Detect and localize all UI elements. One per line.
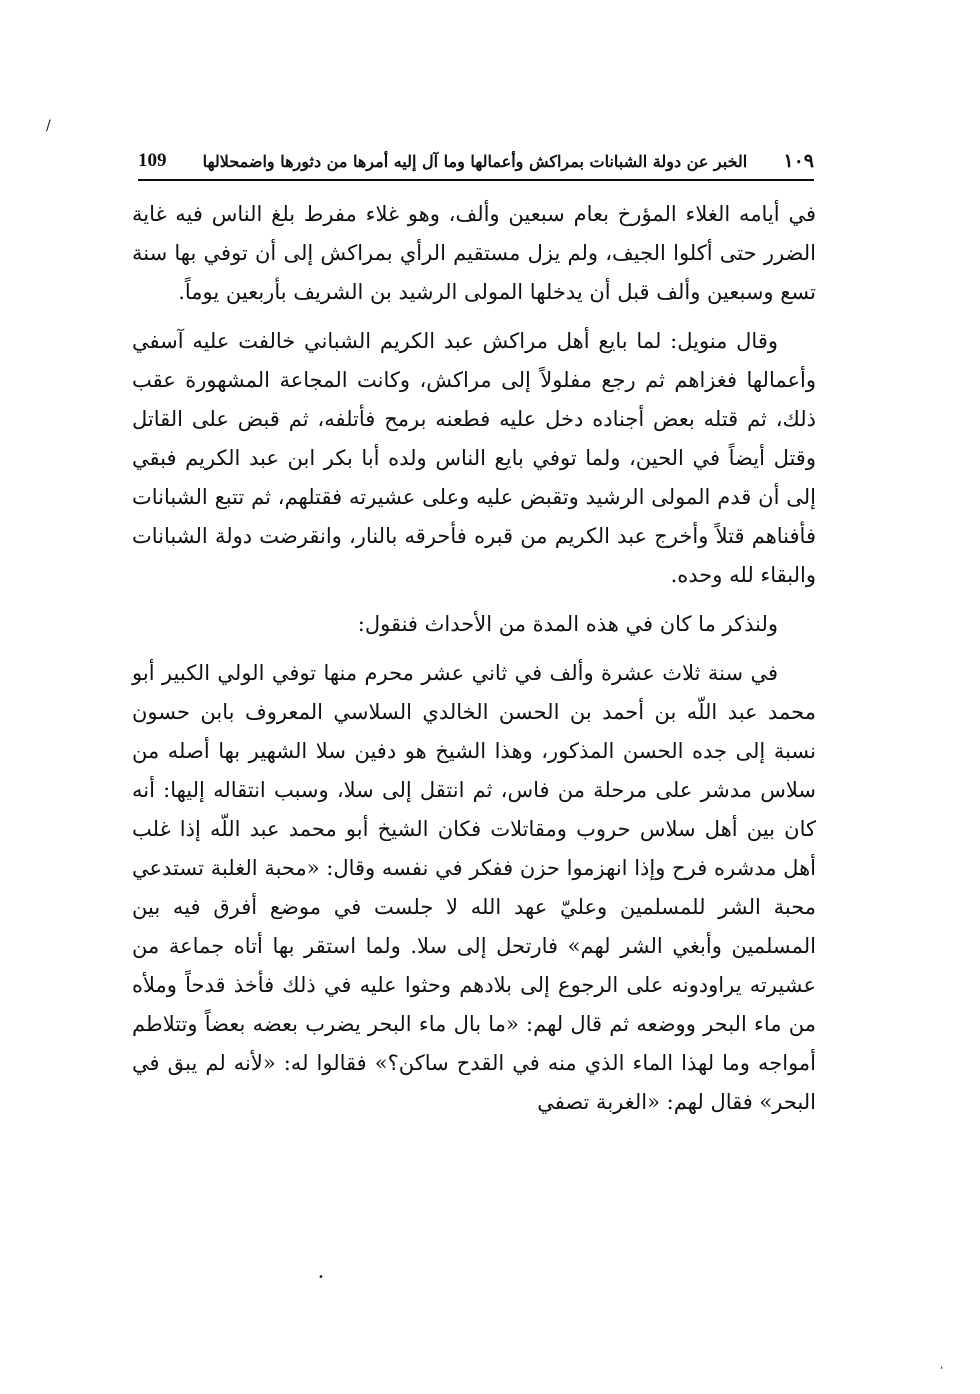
- running-title: الخبر عن دولة الشبانات بمراكش وأعمالها وما آل إليه أمرها من دثورها واضمحلالها: [202, 151, 748, 171]
- running-header: [138, 144, 814, 178]
- paragraph-1: في أيامه الغلاء المؤرخ بعام سبعين وألف، وهو غلاء مفرط بلغ الناس فيه غاية الضرر حتى أكلوا الجيف، ولم يزل مستقيم الرأي بمراكش إلى أن توفي بها سنة تسع وسبعين وألف قبل أن يدخلها المولى الرشيد بن الشريف بأربعين يوماً.: [132, 202, 816, 304]
- header-rule: [138, 179, 814, 181]
- main-text: [132, 195, 816, 1122]
- paragraph-3: ولنذكر ما كان في هذه المدة من الأحداث فنقول:: [357, 612, 778, 636]
- paragraph-2: وقال منويل: لما بايع أهل مراكش عبد الكريم الشباني خالفت عليه آسفي وأعمالها فغزاهم ثم رجع مفلولاً إلى مراكش، وكانت المجاعة المشهورة عقب ذلك، ثم قتله بعض أجناده دخل عليه فطعنه برمح فأتلفه، ثم قبض على القاتل وقتل أيضاً في الحين، ولما توفي بايع الناس ولده أبا بكر ابن عبد الكريم فبقي إلى أن قدم المولى الرشيد وتقبض عليه وعلى عشيرته فقتلهم، ثم تتبع الشبانات فأفناهم قتلاً وأخرج عبد الكريم من قبره فأحرقه بالنار، وانقرضت دولة الشبانات والبقاء لله وحده.: [132, 329, 816, 587]
- scan-dot: •: [318, 1272, 324, 1283]
- scan-speck-bottom: ,: [940, 1360, 944, 1371]
- page-number-arabic: ١٠٩: [783, 150, 814, 172]
- paragraph-4: في سنة ثلاث عشرة وألف في ثاني عشر محرم منها توفي الولي الكبير أبو محمد عبد اللّه بن أحمد بن الحسن الخالدي السلاسي المعروف بابن حسون نسبة إلى جده الحسن المذكور، وهذا الشيخ هو دفين سلا الشهير بها أصله من سلاس مدشر على مرحلة من فاس، ثم انتقل إلى سلا، وسبب انتقاله إليها: أنه كان بين أهل سلاس حروب ومقاتلات فكان الشيخ أبو محمد عبد اللّه إذا غلب أهل مدشره فرح وإذا انهزموا حزن ففكر في نفسه وقال: «محبة الغلبة تستدعي محبة الشر للمسلمين وعليّ عهد الله لا جلست في موضع أفرق فيه بين المسلمين وأبغي الشر لهم» فارتحل إلى سلا. ولما استقر بها أتاه جماعة من عشيرته يراودونه على الرجوع إلى بلادهم وحثوا عليه في ذلك فأخذ قدحاً وملأه من ماء البحر ووضعه ثم قال لهم: «ما بال ماء البحر يضرب بعضه بعضاً وتتلاطم أمواجه وما لهذا الماء الذي منه في القدح ساكن؟» فقالوا له: «لأنه لم يبق في البحر» فقال لهم: «الغربة تصفي: [132, 661, 816, 1114]
- scan-speck: /: [46, 118, 51, 134]
- page-number-latin: 109: [138, 150, 167, 171]
